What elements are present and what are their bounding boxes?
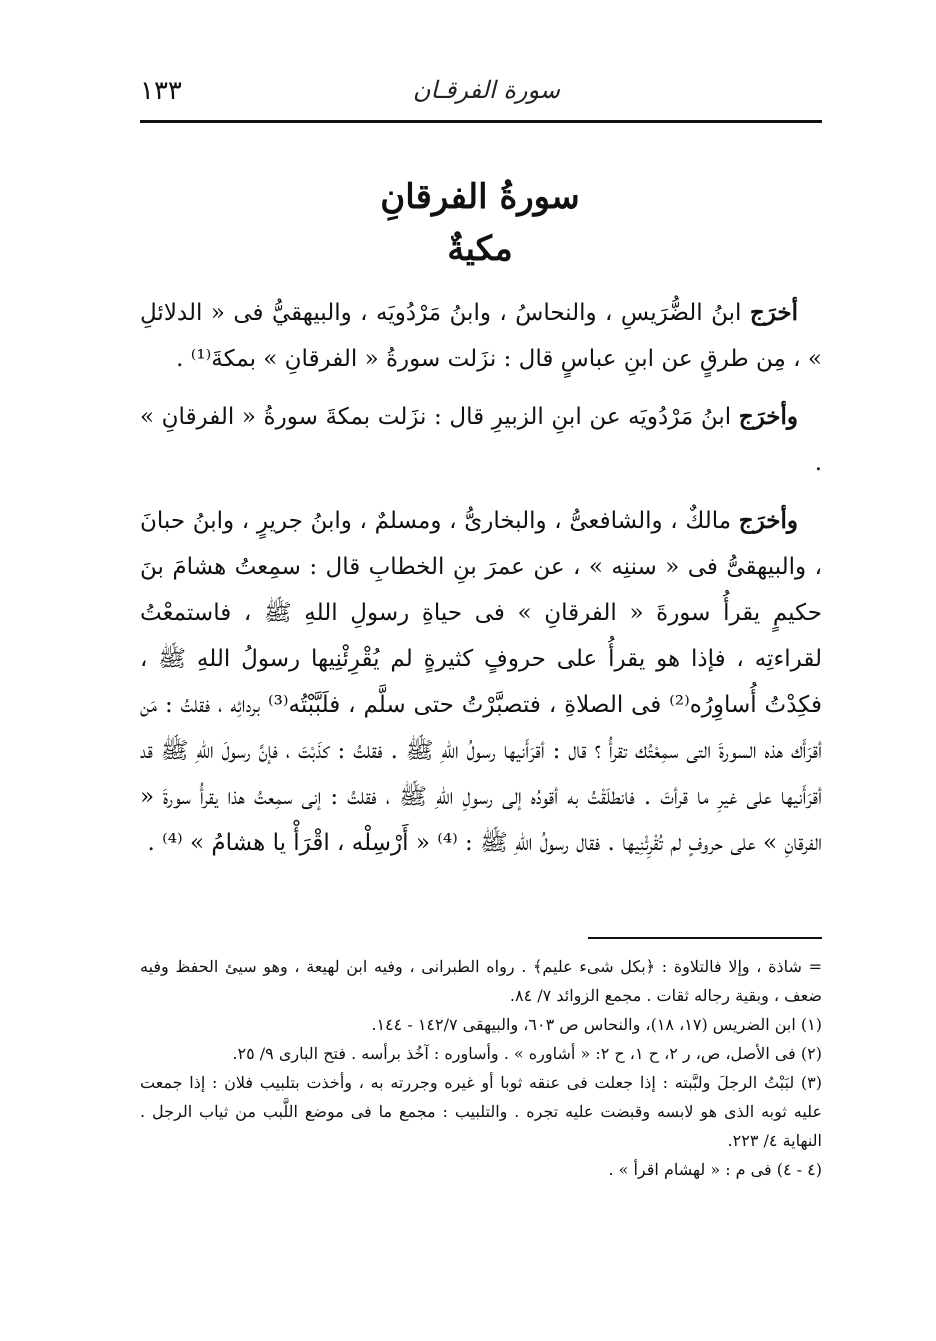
footnote-item: (٢) فى الأصل، ص، ر ٢، ح ١، ح ٢: « أشاوره » . وأساوره : آخُذ برأسه . فتح البارى ٩/ ٢٥. — [232, 1044, 822, 1063]
footnote-item: (٣) لبَبْتُ الرجلَ ولبَّبته : إذا جعلت فى عنقه ثوبا أو غيره وجررته به ، وأخذت بتلبيب فلان : إذا جمعت عليه ثوبه الذى هو لابسه وقبضت عليه تجره . والتلبيب : مجمع ما فى موضع اللَّبب من ثياب الرجل . النهاية ٤/ ٢٢٣. — [140, 1073, 822, 1150]
paragraph — [140, 394, 822, 486]
main-text — [140, 290, 822, 878]
page-header — [140, 76, 820, 116]
header-rule — [140, 120, 822, 123]
surah-title: سورةُ الفرقانِ — [380, 177, 580, 217]
footnote-item: (١) ابن الضريس (١٧، ١٨)، والنحاس ص ٦٠٣، والبيهقى ١٤٢/٧ - ١٤٤. — [371, 1015, 822, 1034]
paragraph-text: ابنُ مَرْدُويَه عن ابنِ الزبيرِ قال : نزَلت بمكةَ سورةُ « الفرقانِ » . — [140, 404, 822, 476]
footnote-item: = شاذة ، وإلا فالتلاوة : ﴿بكل شىء عليم﴾ . رواه الطبرانى ، وفيه ابن لهيعة ، وهو سيئ الحفظ وفيه ضعف ، وبقية رجاله ثقات . مجمع الزوائد ٧/ ٨٤. — [140, 957, 822, 1005]
paragraph — [140, 498, 822, 866]
paragraph-lead: وأخرَج — [738, 507, 798, 534]
paragraph-text: ابنُ الضُّرَيسِ ، والنحاسُ ، وابنُ مَرْدُويَه ، والبيهقيُّ فى « الدلائلِ » ، مِن طرقٍ عن ابنِ عباسٍ قال : نزَلت سورةُ « الفرقانِ » بمكةَ⁽¹⁾ . — [140, 300, 822, 372]
paragraph-lead: وأخرَج — [738, 403, 798, 430]
surah-subtitle: مكيةٌ — [447, 229, 513, 269]
paragraph-text: مالكٌ ، والشافعىُّ ، والبخارىُّ ، ومسلمٌ ، وابنُ جريرٍ ، وابنُ حبانَ ، والبيهقىُّ فى « سننِه » ، عن عمرَ بنِ الخطابِ قال : سمِعتُ هشامَ بنَ حكيمٍ يقرأُ سورةَ « الفرقانِ » فى حياةِ رسولِ اللهِ ﷺ ، فاستمعْتُ لقراءتِه ، فإذا هو يقرأُ على حروفٍ كثيرةٍ لم يُقْرِئْنِيها رسولُ اللهِ ﷺ ، فكِدْتُ أُساوِرُه⁽²⁾ فى الصلاةِ ، فتصبَّرْتُ حتى سلَّم ، فلَبَّبْتُه⁽³⁾ بردائِه ، فقلتُ : مَن أقرَأَك هذه السورةَ التى سمِعْتُك تقرأُ ؟ قال : أقرَأَنيها رسولُ اللهِ ﷺ . فقلتُ : كذَبْتَ ، فإنَّ رسولَ اللهِ ﷺ قد أقرَأَنيها على غيرِ ما قرأتَ . فانطلَقْتُ به أقودُه إلى رسولِ اللهِ ﷺ ، فقلتُ : إنى سمِعتُ هذا يقرأُ سورةَ « الفرقانِ » على حروفٍ لم تُقْرِئْنِيها . فقال رسولُ اللهِ ﷺ : ⁽⁴⁾ « أَرْسِلْه ، اقْرَأْ يا هشامُ » ⁽⁴⁾ . — [140, 508, 822, 856]
paragraph — [140, 290, 822, 382]
footnote-rule — [588, 937, 822, 939]
page-number: ١٣٣ — [140, 76, 182, 106]
running-title: سورة الفرقـان — [412, 76, 560, 104]
paragraph-lead: أخرَج — [749, 299, 798, 326]
title-block — [140, 170, 820, 274]
footnotes — [140, 952, 822, 1184]
footnote-item: (٤ - ٤) فى م : « لهشام اقرأ » . — [608, 1160, 822, 1179]
